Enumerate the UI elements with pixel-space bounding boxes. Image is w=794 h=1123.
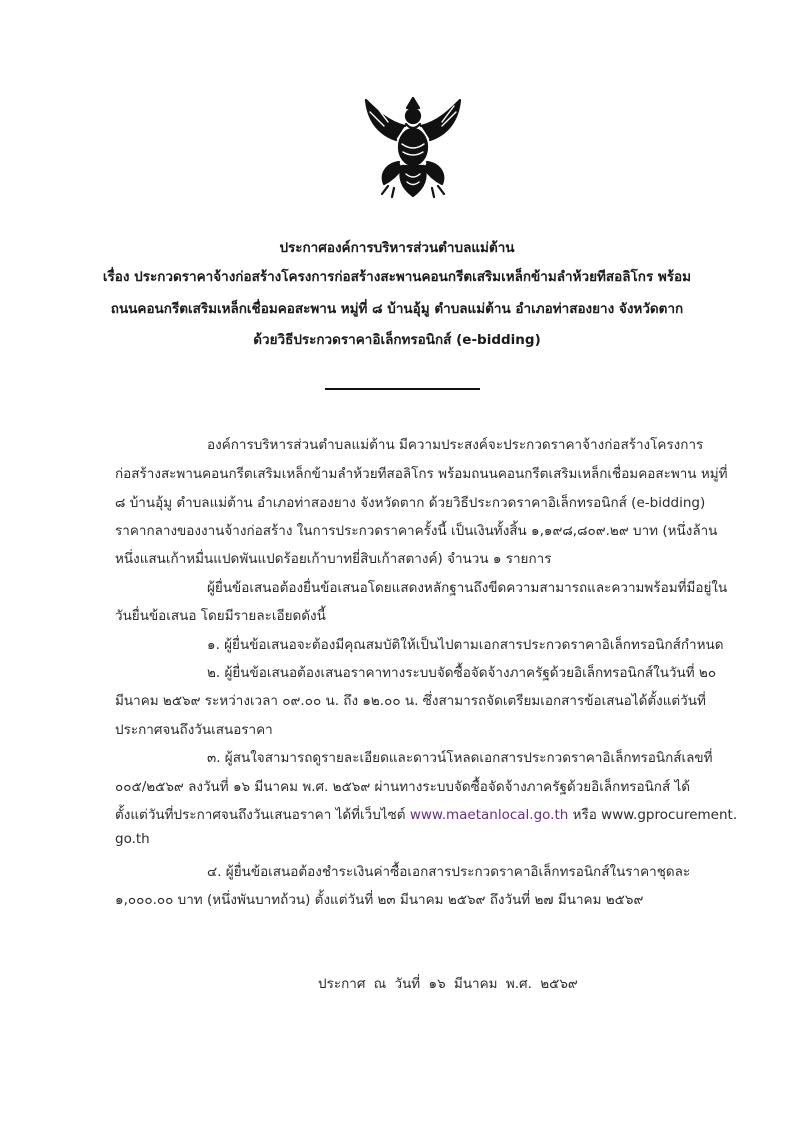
subject-line-2: ถนนคอนกรีตเสริมเหล็กเชื่อมคอสะพาน หมู่ที่ ๘ บ้านอุ้มู ตำบลแม่ต้าน อำเภอท่าสองยาง จังหวัดตาก [110,301,684,317]
divider [325,388,480,390]
item-3-text: ตั้งแต่วันที่ประกาศจนถึงวันเสนอราคา ได้ที่เว็บไซต์ [115,807,410,823]
paragraph-1-line: หนึ่งแสนเก้าหมื่นแปดพันแปดร้อยเก้าบาทยี่สิบเก้าสตางค์) จำนวน ๑ รายการ [115,551,552,567]
item-3-line: ๐๐๕/๒๕๖๙ ลงวันที่ ๑๖ มีนาคม พ.ศ. ๒๕๖๙ ผ่านทางระบบจัดซื้อจัดจ้างภาครัฐด้วยอิเล็กทรอนิกส์ ได้ [115,779,691,795]
subject-line-3: ด้วยวิธีประกวดราคาอิเล็กทรอนิกส์ (e-bidding) [253,332,541,348]
paragraph-1-line: องค์การบริหารส่วนตำบลแม่ต้าน มีความประสงค์จะประกวดราคาจ้างก่อสร้างโครงการ [207,437,704,453]
announcement-date: ประกาศ ณ วันที่ ๑๖ มีนาคม พ.ศ. ๒๕๖๙ [318,976,578,992]
garuda-emblem-icon [358,92,468,204]
item-4-line: ๑,๐๐๐.๐๐ บาท (หนึ่งพันบาทถ้วน) ตั้งแต่วันที่ ๒๓ มีนาคม ๒๕๖๙ ถึงวันที่ ๒๗ มีนาคม ๒๕๖๙ [115,892,644,908]
website-link[interactable]: www.maetanlocal.go.th [409,807,569,823]
item-4-line: ๔. ผู้ยื่นข้อเสนอต้องชำระเงินค่าซื้อเอกสารประกวดราคาอิเล็กทรอนิกส์ในราคาชุดละ [207,864,691,880]
paragraph-2-line: วันยื่นข้อเสนอ โดยมีรายละเอียดดังนี้ [115,608,326,624]
paragraph-2-line: ผู้ยื่นข้อเสนอต้องยื่นข้อเสนอโดยแสดงหลักฐานถึงขีดความสามารถและความพร้อมที่มีอยู่ใน [207,580,728,596]
item-3-line: go.th [115,831,150,847]
item-1: ๑. ผู้ยื่นข้อเสนอจะต้องมีคุณสมบัติให้เป็นไปตามเอกสารประกวดราคาอิเล็กทรอนิกส์กำหนด [207,637,724,653]
item-2-line: ประกาศจนถึงวันเสนอราคา [115,722,273,738]
item-3-line [115,803,737,825]
subject-line-1: เรื่อง ประกวดราคาจ้างก่อสร้างโครงการก่อสร้างสะพานคอนกรีตเสริมเหล็กข้ามลำห้วยทีสอลิโกร พร้อม [102,269,692,285]
item-2-line: ๒. ผู้ยื่นข้อเสนอต้องเสนอราคาทางระบบจัดซื้อจัดจ้างภาครัฐด้วยอิเล็กทรอนิกส์ในวันที่ ๒๐ [207,665,717,681]
item-2-line: มีนาคม ๒๕๖๙ ระหว่างเวลา ๐๙.๐๐ น. ถึง ๑๒.๐๐ น. ซึ่งสามารถจัดเตรียมเอกสารข้อเสนอได้ตั้งแต่วันที่ [115,693,706,709]
paragraph-1-line: ราคากลางของงานจ้างก่อสร้าง ในการประกวดราคาครั้งนี้ เป็นเงินทั้งสิ้น ๑,๑๙๘,๘๐๙.๒๙ บาท (หนึ่งล้าน [115,523,718,539]
item-3-line: ๓. ผู้สนใจสามารถดูรายละเอียดและดาวน์โหลดเอกสารประกวดราคาอิเล็กทรอนิกส์เลขที่ [207,750,713,766]
paragraph-1-line: ก่อสร้างสะพานคอนกรีตเสริมเหล็กข้ามลำห้วยทีสอลิโกร พร้อมถนนคอนกรีตเสริมเหล็กเชื่อมคอสะพาน หมู่ที่ [115,466,728,482]
announcement-title: ประกาศองค์การบริหารส่วนตำบลแม่ต้าน [279,240,515,256]
paragraph-1-line: ๘ บ้านอุ้มู ตำบลแม่ต้าน อำเภอท่าสองยาง จังหวัดตาก ด้วยวิธีประกวดราคาอิเล็กทรอนิกส์ (e-bidding) [115,495,706,511]
item-3-text: หรือ www.gprocurement. [568,807,738,823]
